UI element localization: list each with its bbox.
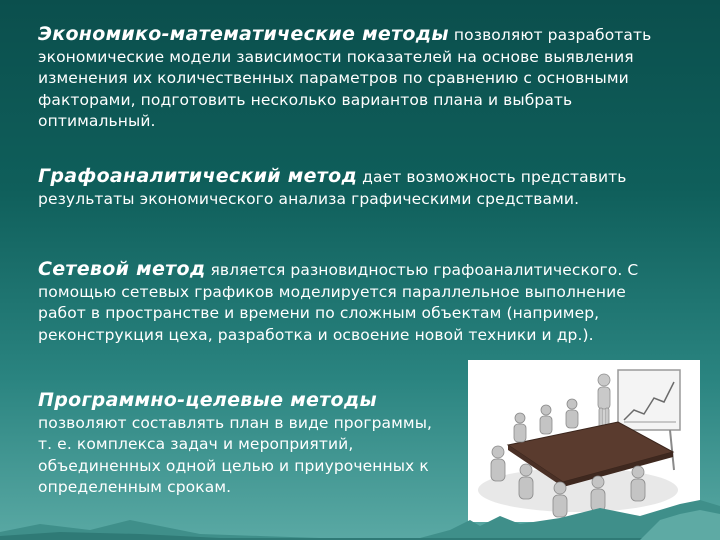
section-network-method (38, 259, 678, 346)
section-term: Сетевой метод (38, 258, 206, 280)
section-term: Графоаналитический метод (38, 165, 358, 187)
section-text: является разновидностью графоаналитического. С помощью сетевых графиков моделируется параллельное выполнение работ в пространстве и времени по сложным объектам (например, реконструкция цеха, разработка и освоение новой техники и др.). (38, 261, 639, 344)
section-term: Программно-целевые методы (38, 389, 378, 411)
section-graph-analytic-method (38, 166, 678, 210)
section-term: Экономико-математические методы (38, 23, 449, 45)
section-text: позволяют составлять план в виде программы, т. е. комплекса задач и мероприятий, объединенных одной целью и приуроченных к определенным срокам. (38, 413, 433, 496)
section-text: позволяют разработать экономические модели зависимости показателей на основе выявления изменения их количественных параметров по сравнению с основными факторами, подготовить несколько вариантов плана и выбрать оптимальный. (38, 26, 652, 130)
presenter-figure (598, 374, 610, 428)
section-economic-math-methods (38, 24, 678, 133)
mountains-decoration (0, 480, 720, 540)
section-text: дает возможность представить результаты экономического анализа графическими средствами. (38, 168, 627, 208)
